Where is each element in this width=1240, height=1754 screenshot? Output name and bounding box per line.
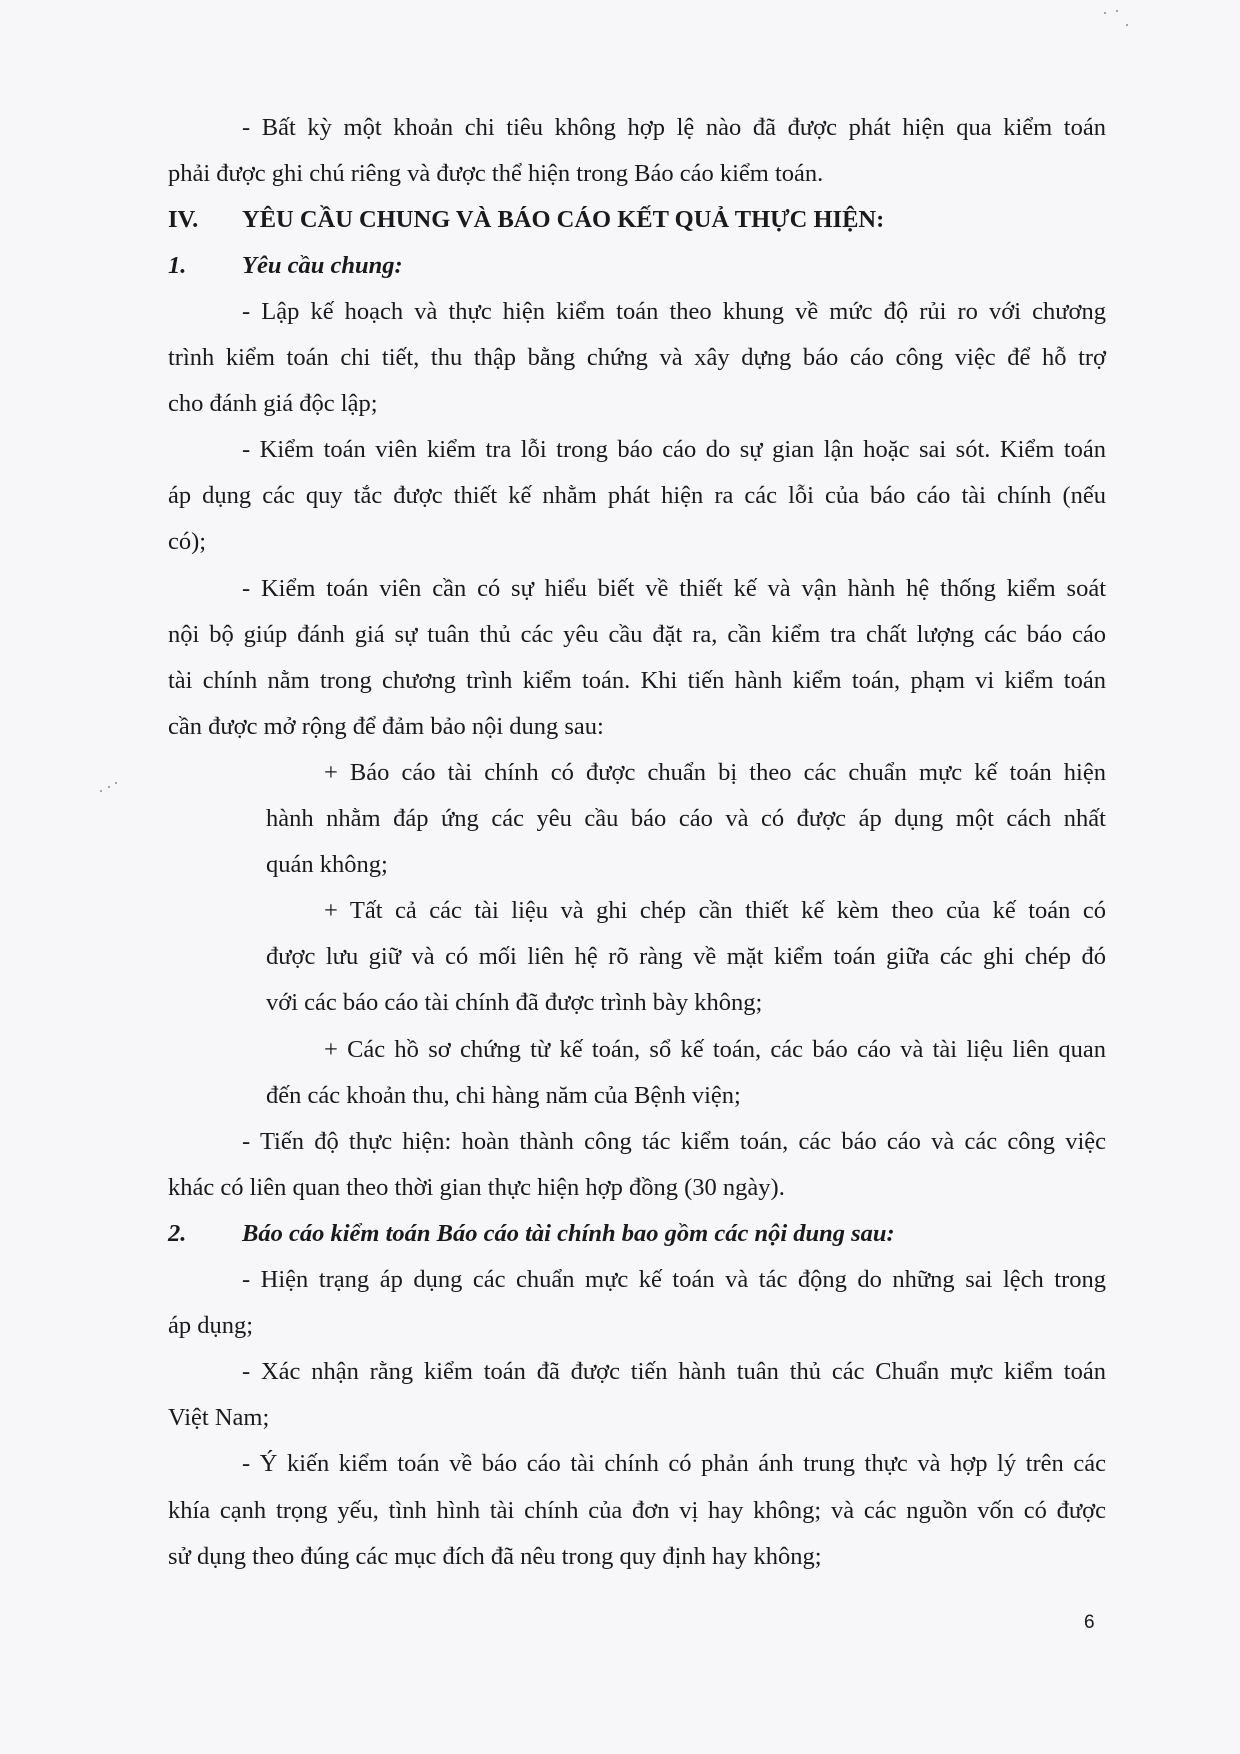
scan-speck <box>1116 10 1118 12</box>
paragraph-line: áp dụng; <box>168 1312 254 1339</box>
page-number: 6 <box>1084 1612 1095 1633</box>
list-item-line: + Báo cáo tài chính có được chuẩn bị theo các chuẩn mực kế toán hiện <box>324 759 1106 786</box>
paragraph-line: sử dụng theo đúng các mục đích đã nêu trong quy định hay không; <box>168 1543 822 1570</box>
paragraph-line: khác có liên quan theo thời gian thực hiện hợp đồng (30 ngày). <box>168 1174 785 1201</box>
paragraph-line: tài chính nằm trong chương trình kiểm toán. Khi tiến hành kiểm toán, phạm vi kiểm toán <box>168 667 1106 694</box>
paragraph-line: - Kiểm toán viên kiểm tra lỗi trong báo cáo do sự gian lận hoặc sai sót. Kiểm toán <box>242 436 1106 463</box>
subheading-1 <box>168 250 1106 282</box>
section-number: IV. <box>168 206 199 233</box>
list-item-line: quán không; <box>266 851 388 878</box>
paragraph-line: - Tiến độ thực hiện: hoàn thành công tác kiểm toán, các báo cáo và các công việc <box>242 1128 1106 1155</box>
scan-speck <box>108 786 110 788</box>
paragraph-line: phải được ghi chú riêng và được thể hiện trong Báo cáo kiểm toán. <box>168 160 824 187</box>
section-title: YÊU CẦU CHUNG VÀ BÁO CÁO KẾT QUẢ THỰC HIỆN: <box>242 206 885 233</box>
paragraph-line: - Bất kỳ một khoản chi tiêu không hợp lệ nào đã được phát hiện qua kiểm toán <box>242 114 1106 141</box>
subheading-2-number: 2. <box>168 1220 187 1247</box>
paragraph-line: - Lập kế hoạch và thực hiện kiểm toán theo khung về mức độ rủi ro với chương <box>242 298 1106 325</box>
paragraph-line: có); <box>168 528 207 555</box>
paragraph-line: khía cạnh trọng yếu, tình hình tài chính của đơn vị hay không; và các nguồn vốn có được <box>168 1497 1106 1524</box>
list-item-line: với các báo cáo tài chính đã được trình bày không; <box>266 989 763 1016</box>
paragraph-line: nội bộ giúp đánh giá sự tuân thủ các yêu cầu đặt ra, cần kiểm tra chất lượng các báo cáo <box>168 621 1106 648</box>
list-item-line: đến các khoản thu, chi hàng năm của Bệnh viện; <box>266 1082 741 1109</box>
paragraph-line: áp dụng các quy tắc được thiết kế nhằm phát hiện ra các lỗi của báo cáo tài chính (nếu <box>168 482 1106 509</box>
section-heading <box>168 204 1106 236</box>
subheading-1-title: Yêu cầu chung: <box>242 252 403 279</box>
list-item-line: hành nhằm đáp ứng các yêu cầu báo cáo và có được áp dụng một cách nhất <box>266 805 1106 832</box>
paragraph-line: Việt Nam; <box>168 1404 270 1431</box>
paragraph-line: cần được mở rộng để đảm bảo nội dung sau: <box>168 713 604 740</box>
paragraph-line: - Kiểm toán viên cần có sự hiểu biết về thiết kế và vận hành hệ thống kiểm soát <box>242 575 1106 602</box>
paragraph-line: cho đánh giá độc lập; <box>168 390 378 417</box>
paragraph-line: - Xác nhận rằng kiểm toán đã được tiến hành tuân thủ các Chuẩn mực kiểm toán <box>242 1358 1106 1385</box>
scan-speck <box>115 782 117 784</box>
scan-speck <box>1104 12 1106 14</box>
paragraph-line: trình kiểm toán chi tiết, thu thập bằng chứng và xây dựng báo cáo công việc để hỗ trợ <box>168 344 1106 371</box>
scan-speck <box>100 790 102 792</box>
list-item-line: + Tất cả các tài liệu và ghi chép cần thiết kế kèm theo của kế toán có <box>324 897 1106 924</box>
subheading-2 <box>168 1218 1106 1250</box>
scan-speck <box>1126 24 1128 26</box>
paragraph-line: - Ý kiến kiểm toán về báo cáo tài chính có phản ánh trung thực và hợp lý trên các <box>242 1450 1106 1477</box>
list-item-line: + Các hồ sơ chứng từ kế toán, sổ kế toán, các báo cáo và tài liệu liên quan <box>324 1036 1106 1063</box>
list-item-line: được lưu giữ và có mối liên hệ rõ ràng về mặt kiểm toán giữa các ghi chép đó <box>266 943 1106 970</box>
subheading-1-number: 1. <box>168 252 187 279</box>
paragraph-line: - Hiện trạng áp dụng các chuẩn mực kế toán và tác động do những sai lệch trong <box>242 1266 1106 1293</box>
subheading-2-title: Báo cáo kiểm toán Báo cáo tài chính bao gồm các nội dung sau: <box>242 1220 895 1247</box>
